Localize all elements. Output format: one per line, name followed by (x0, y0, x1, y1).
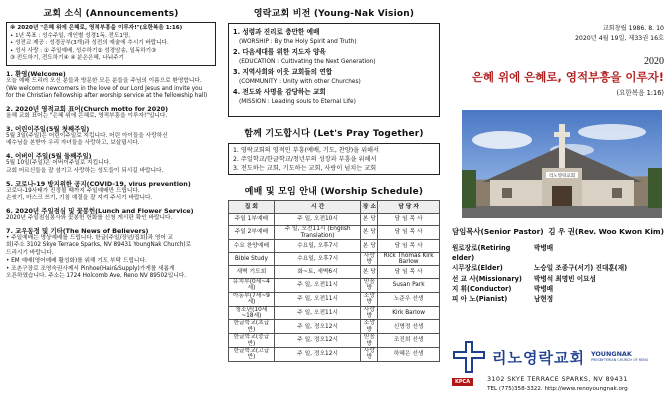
schedule-row (229, 213, 440, 226)
announcement-text: 코로나-19사태가 진정될 때까지 주일예배만 드립니다. (6, 187, 140, 194)
announcements-title: 교회 소식 (Announcements) (43, 9, 179, 19)
schedule-cell: 담 임 목 사 (378, 226, 440, 240)
motto-year: 2020 (644, 56, 664, 67)
schedule-cell: 수요일, 오후7시 (274, 240, 361, 253)
vision-title: 영락교회 비전 (Young-Nak Vision) (253, 9, 415, 19)
announcement-text: 예수님을 본받아 우리 자녀들을 사랑하고, 보살핍시다. (6, 140, 140, 147)
schedule-header-cell: 시 간 (274, 201, 361, 214)
church-logo-bar (452, 340, 667, 402)
staff-row (452, 294, 664, 304)
prayer-box (228, 143, 440, 175)
schedule-cell: 주일 2부예배 (229, 226, 275, 240)
schedule-row (229, 252, 440, 266)
staff-role: 선 교 사(Missionary) (452, 274, 522, 283)
vision-item-en: (EDUCATION : Cultivating the Next Generation) (239, 59, 376, 65)
vision-item: 3. 지역사회와 이웃 교회들의 연합 (233, 68, 333, 76)
prayer-title: 함께 기도합시다 (Let's Pray Together) (244, 129, 424, 139)
schedule-cell: 청소년(10세~18세) (229, 306, 275, 320)
motto-box (6, 22, 216, 66)
church-sign-text: 리노영락교회 (548, 174, 576, 179)
announcement-text: 드리시기 바랍니다. (6, 250, 54, 257)
vision-box (228, 23, 440, 117)
schedule-row (229, 306, 440, 320)
schedule-cell: 사랑방 (361, 306, 378, 320)
prayer-item: 2. 주일학교/한글학교/청년부의 성장과 부흥을 위해서 (233, 155, 377, 163)
schedule-row (229, 348, 440, 362)
cross-logo-icon (452, 340, 486, 374)
kpca-badge: KPCA (452, 378, 473, 386)
vision-item: 4. 전도와 사명을 감당하는 교회 (233, 88, 326, 96)
announcement-text: • 조촌구장로 조영숙권사께서 Pinhoe(Hair&Supply)가게를 새롭게 (6, 265, 175, 272)
vision-column (222, 0, 444, 407)
schedule-cell: 한글학교(고급반) (229, 348, 275, 362)
schedule-cell: 담 임 목 사 (378, 213, 440, 226)
issue-date: 2020년 4월 19일, 제33권 16호 (575, 35, 664, 42)
schedule-header-cell: 장 소 (361, 201, 378, 214)
staff-name: 노승일 조종구(서기) 진대훈(재) (534, 264, 628, 273)
church-address: 3102 SKYE TERRACE SPARKS, NV 89431 (487, 376, 628, 383)
announcement-text: (We welcome newcomers in the love of our Lord Jesus and invite you (6, 85, 203, 92)
schedule-cell: 사랑방 (361, 348, 378, 362)
schedule-cell: 소망방 (361, 320, 378, 334)
announcement-heading: 3. 어린이주일(5월 첫째주일) (6, 124, 90, 133)
announcement-heading: 7. 교우동정 및 기타(The News of Believers) (6, 226, 149, 235)
schedule-cell: Susan Park (378, 279, 440, 293)
schedule-row (229, 320, 440, 334)
staff-role: 피 아 노(Pianist) (452, 295, 508, 304)
schedule-cell: 노준우 선생 (378, 292, 440, 306)
staff-row (452, 274, 664, 284)
schedule-header-cell: 집 회 (229, 201, 275, 214)
staff-name: 박병배 (534, 244, 554, 252)
vision-item-en: (WORSHIP : By the Holy Spirit and Truth) (239, 39, 357, 45)
motto-line: • 성서 사랑 : ① 주일예배, 성수하기② 성경암송, 일독하기③ (10, 47, 157, 54)
motto-line: • 성전교 제공 : 성경공부(3개)과 성전의 예술에 추시기 바랍니다. (10, 40, 169, 47)
staff-row (452, 263, 664, 273)
schedule-cell: 담 임 목 사 (378, 266, 440, 279)
vision-item: 1. 성령과 진리로 충만한 예배 (233, 28, 320, 36)
schedule-row (229, 279, 440, 293)
church-contact: TEL (775)358-3322. http://www.renoyoungnak.org (487, 385, 628, 392)
schedule-cell: 주 일, 오전11시 (English Translation) (274, 226, 361, 240)
announcement-text: 5월 3일(주일)은 어린이주일로 지킵니다. 어린 아이들을 사랑하신 (6, 132, 168, 139)
schedule-row (229, 240, 440, 253)
pastor-name: 김 우 권(Rev. Woo Kwon Kim) (548, 227, 664, 236)
church-name-en-sub: PRESBYTERIAN CHURCH OF RENO (590, 358, 649, 362)
church-photo (462, 110, 662, 218)
staff-name: 박병석 최명빈 이묘성 (534, 274, 596, 283)
schedule-row (229, 292, 440, 306)
schedule-row (229, 226, 440, 240)
schedule-cell: 주 일, 정오12시 (274, 320, 361, 334)
schedule-cell: Bible Study (229, 252, 275, 266)
schedule-cell: 주 일, 오전11시 (274, 279, 361, 293)
vision-item-en: (COMMUNITY : Unity with other Churches) (239, 79, 361, 85)
schedule-cell: 본 당 (361, 226, 378, 240)
announcement-text: 2020년 주일점심봉사와 꽃봉헌 헌화를 신청 게시판 확인 바랍니다. (6, 215, 173, 221)
announcement-text: • 주일예배는 영상예배를 드립니다. 한글(주일/장년/집회)과 영어 교 (6, 234, 174, 241)
vision-item: 2. 다음세대를 위한 지도자 양육 (233, 48, 326, 56)
schedule-cell: 담 임 목 사 (378, 240, 440, 253)
founded-date: 교회창립 1986. 8. 10 (602, 25, 664, 32)
motto-line: ※ 2020년 "은혜 위에 은혜로, 영적부흥을 이루자!"(요한복음 1:16) (10, 25, 183, 31)
schedule-cell: Rick Thomas Kirk Barlow (378, 252, 440, 266)
schedule-cell: 소망방 (361, 292, 378, 306)
pastor-label: 담임목사(Senior Pastor) (452, 227, 544, 236)
schedule-cell: 사랑방 (361, 252, 378, 266)
schedule-cell: 수요일, 오후7시 (274, 252, 361, 266)
motto-line: ③ 전도하기, 전도하기④ ④ 분은은혜, 나눠주기 (10, 55, 124, 62)
schedule-cell: 새벽 기도회 (229, 266, 275, 279)
announcement-text: for the Christian fellowship after worship service at the fellowship hall) (6, 93, 208, 100)
staff-section (452, 226, 664, 304)
announcement-heading: 6. 2020년 주일점심 및 꽃봉헌(Lunch and Flower Service) (6, 207, 194, 215)
church-name: 리노영락교회 (492, 348, 585, 367)
schedule-cell: 아동부(7세~9세) (229, 292, 275, 306)
schedule-cell: 수요 찬양예배 (229, 240, 275, 253)
prayer-item: 3. 전도하는 교회, 기도하는 교회, 사랑이 넘치는 교회 (233, 164, 377, 172)
schedule-cell: 화~토, 새벽6시 (274, 266, 361, 279)
announcement-text: 손씻기, 마스크 쓰기, 기침 예절을 잘 지켜 주시기 바랍니다. (6, 195, 153, 202)
staff-name: 남현정 (534, 295, 554, 304)
staff-row (452, 284, 664, 294)
motto-line: • 1년 목표 : 성수주일, 개인별 성경1독, 전도1명, (10, 32, 131, 39)
staff-role: 원로장로(Retiring elder) (452, 244, 511, 263)
staff-role: 지 휘(Conductor) (452, 284, 512, 293)
schedule-cell: 조진희 선생 (378, 334, 440, 348)
announcement-text: 회(주소 3102 Skye Terrace Sparks, NV 89431 YoungNak Church)로 (6, 242, 192, 249)
schedule-cell: 유치부(0세~4세) (229, 279, 275, 293)
schedule-cell: 주일 1부예배 (229, 213, 275, 226)
schedule-cell: 주 일, 정오12시 (274, 334, 361, 348)
schedule-cell: 신명정 선생 (378, 320, 440, 334)
schedule-header-cell: 담 당 자 (378, 201, 440, 214)
announcement-text: 5월 10일(주일)은 어버이주일로 지킵니다. (6, 160, 111, 167)
staff-name: 박병배 (534, 284, 554, 293)
schedule-cell: 주 일, 오전11시 (274, 306, 361, 320)
schedule-cell: 본 당 (361, 240, 378, 253)
schedule-row (229, 266, 440, 279)
announcement-text: 오늘 예배 드리러 오신 분들과 방문한 모든 분들을 주님의 이름으로 환영합니다. (6, 77, 202, 84)
schedule-cell: 믿음방 (361, 334, 378, 348)
announcement-text: 오픈하였습니다. 주소는 1724 Holcomb Ave, Reno NV 89502입니다. (6, 273, 187, 280)
schedule-cell: 한글학교(초급반) (229, 320, 275, 334)
worship-schedule-table (228, 200, 440, 362)
schedule-cell: 하혜은 선생 (378, 348, 440, 362)
cover-verse: (요한복음 1:16) (616, 89, 664, 97)
schedule-cell: 본 당 (361, 213, 378, 226)
schedule-row (229, 334, 440, 348)
announcement-heading: 5. 코로나-19 방지위한 공지(COVID-19, virus prevention) (6, 179, 191, 188)
announcements-column (0, 0, 222, 407)
announcement-heading: 2. 2020년 영적교회 표어(Church motto for 2020) (6, 105, 169, 114)
announcement-heading: 4. 어버이 주일(5월 둘째주일) (6, 152, 92, 161)
cover-motto: 은혜 위에 은혜로, 영적부흥을 이루자! (471, 70, 664, 84)
schedule-cell: 주 일, 정오12시 (274, 348, 361, 362)
schedule-cell: 본 당 (361, 266, 378, 279)
schedule-cell: 한글학교(중급반) (229, 334, 275, 348)
vision-item-en: (MISSION : Leading souls to Eternal Life) (239, 99, 356, 105)
church-name-en: YOUNGNAK (590, 350, 632, 358)
schedule-title: 예배 및 모임 안내 (Worship Schedule) (244, 187, 424, 197)
announcement-heading: 1. 환영(Welcome) (6, 69, 66, 78)
staff-row (452, 243, 664, 263)
announcement-text: • EM 예배(영어예배 활성화)를 위해 기도 부탁 드립니다. (6, 257, 147, 264)
staff-role: 시무장로(Elder) (452, 264, 503, 273)
announcement-text: 교회 어르신들을 잘 섬기고 사랑하는 성도들이 되시길 바랍니다. (6, 167, 164, 174)
schedule-cell: 믿음방 (361, 279, 378, 293)
prayer-item: 1. 영락교회의 영적인 부흥(예배, 기도, 찬양)을 위해서 (233, 147, 380, 154)
schedule-cell: 주 일, 오전10시 (274, 213, 361, 226)
announcement-text: 올해 교회 표어는 "은혜 위에 은혜로, 영적부흥을 이루자!"입니다. (6, 113, 168, 120)
schedule-cell: 주 일, 오전11시 (274, 292, 361, 306)
schedule-cell: Kirk Barlow (378, 306, 440, 320)
announcement-list (6, 69, 216, 281)
